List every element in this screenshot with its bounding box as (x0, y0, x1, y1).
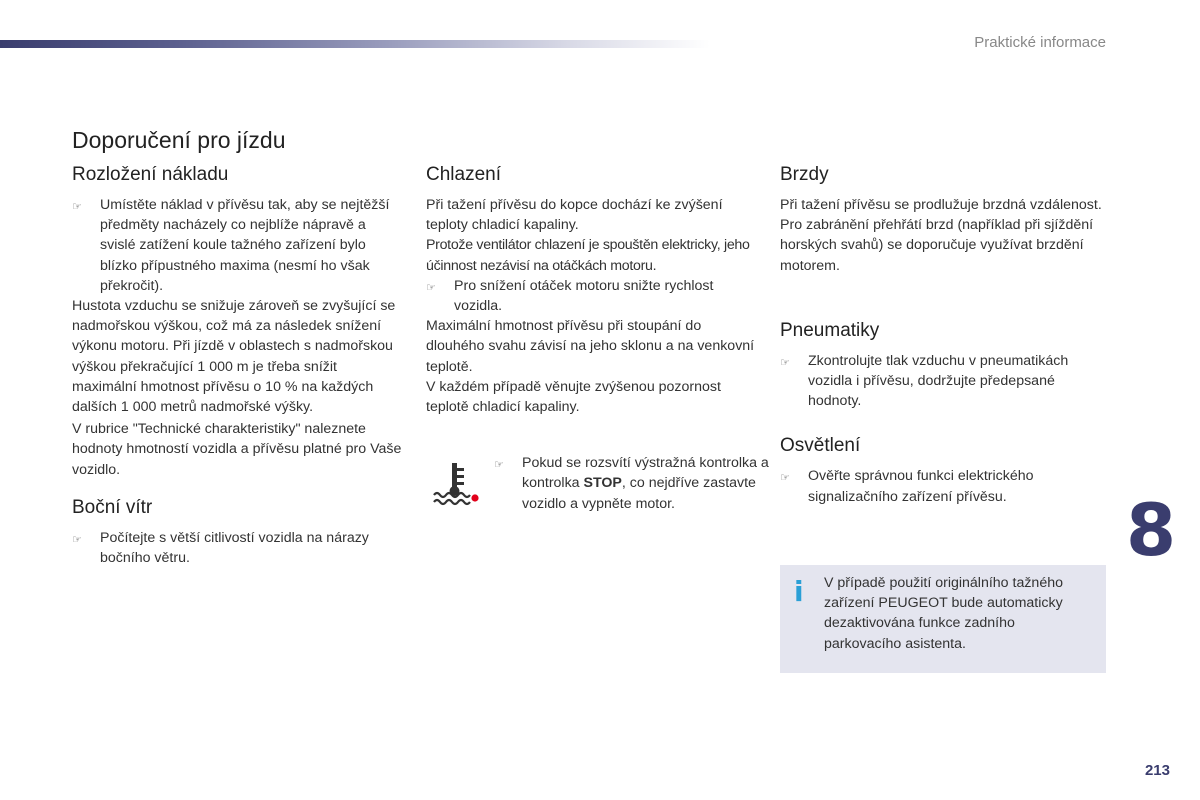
stop-label: STOP (583, 475, 622, 492)
paragraph: Pro zabránění přehřátí brzd (například při sjíždění horských svahů) se doporučuje využívat brzdění motorem. (780, 217, 1094, 274)
heading-cooling: Chlazení (426, 164, 501, 185)
coolant-temperature-icon (428, 461, 482, 507)
warning-text (494, 453, 772, 514)
bullet-text: Pro snížení otáček motoru snižte rychlost vozidla. (454, 277, 714, 315)
heading-load-distribution: Rozložení nákladu (72, 164, 229, 185)
paragraph: V každém případě věnujte zvýšenou pozornost teplotě chladicí kapaliny. (426, 378, 721, 416)
column-left (72, 163, 402, 568)
bullet-text: Počítejte s větší citlivostí vozidla na nárazy bočního větru. (100, 529, 369, 567)
paragraph: Protože ventilátor chlazení je spouštěn elektricky, jeho účinnost nezávisí na otáčkách motoru. (426, 237, 750, 274)
hand-pointer-icon: ☞ (72, 533, 82, 546)
bullet-item (780, 466, 1110, 506)
hand-pointer-icon: ☞ (780, 356, 790, 369)
heading-tyres: Pneumatiky (780, 319, 880, 341)
paragraph: Hustota vzduchu se snižuje zároveň se zvyšující se nadmořskou výškou, což má za následek snížení výkonu motoru. Při jízdě v oblastech s nadmořskou výškou překračující 1 000 m je třeba snížit maximální hmotnost přívěsu o 10 % na každých dalších 1 000 metrů nadmořské výšky. (72, 298, 396, 416)
paragraph: Při tažení přívěsu se prodlužuje brzdná vzdálenost. (780, 197, 1102, 213)
page-title: Doporučení pro jízdu (72, 127, 286, 153)
header-gradient-bar (0, 40, 710, 48)
bullet-item (426, 276, 756, 316)
column-right (780, 163, 1110, 507)
chapter-number: 8 (1126, 488, 1177, 572)
section-title: Praktické informace (974, 34, 1106, 51)
bullet-text: Umístěte náklad v přívěsu tak, aby se nejtěžší předměty nacházely co nejblíže nápravě a svislé zatížení koule tažného zařízení bylo blízko přípustného maxima (nesmí ho však překročit). (100, 197, 390, 294)
paragraph: V rubrice "Technické charakteristiky" naleznete hodnoty hmotností vozidla a přívěsu platné pro Vaše vozidlo. (72, 421, 402, 478)
heading-side-wind: Boční vítr (72, 496, 153, 518)
bullet-item (72, 528, 402, 568)
coolant-warning (426, 453, 769, 543)
hand-pointer-icon: ☞ (426, 281, 436, 294)
column-middle (426, 163, 769, 543)
page-number: 213 (1144, 762, 1170, 779)
bullet-text: Ověřte správnou funkci elektrického signalizačního zařízení přívěsu. (808, 468, 1034, 505)
info-icon: i (794, 575, 804, 608)
bullet-item (72, 195, 402, 296)
bullet-item (780, 351, 1110, 412)
heading-brakes: Brzdy (780, 164, 829, 185)
info-box (780, 565, 1106, 673)
paragraph: Maximální hmotnost přívěsu při stoupání do dlouhého svahu závisí na jeho sklonu a na venkovní teplotě. (426, 318, 755, 375)
warning-text-a: Pokud se rozsvítí výstražná kontrolka a kontrolka (522, 455, 769, 492)
heading-lighting: Osvětlení (780, 435, 861, 457)
hand-pointer-icon: ☞ (494, 459, 504, 472)
hand-pointer-icon: ☞ (72, 201, 82, 213)
info-text: V případě použití originálního tažného zařízení PEUGEOT bude automaticky dezaktivována funkce zadního parkovacího asistenta. (824, 575, 1063, 652)
hand-pointer-icon: ☞ (780, 472, 790, 485)
paragraph: Při tažení přívěsu do kopce dochází ke zvýšení teploty chladicí kapaliny. (426, 197, 723, 234)
bullet-text: Zkontrolujte tlak vzduchu v pneumatikách vozidla i přívěsu, dodržujte předepsané hodnoty. (808, 352, 1069, 410)
warning-text-b: , co nejdříve zastavte vozidlo a vypněte motor. (522, 475, 756, 512)
